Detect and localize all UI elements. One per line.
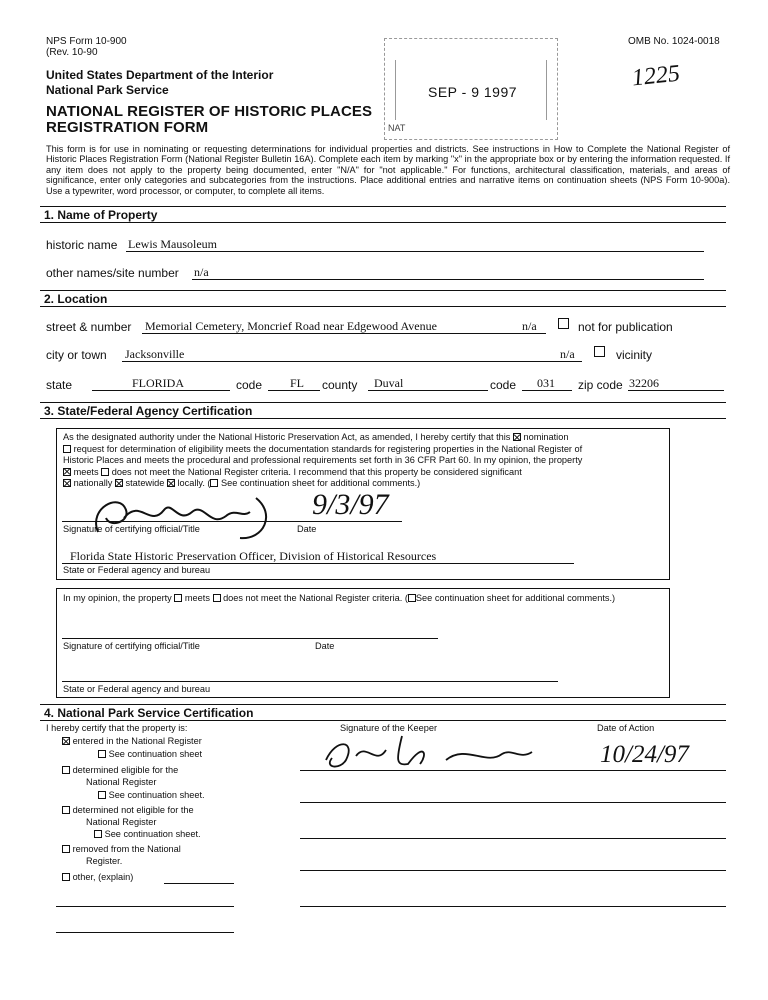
option-not-eligible-see[interactable]: See continuation sheet.	[94, 828, 201, 840]
stamp-date: SEP - 9 1997	[428, 84, 518, 100]
county-value: Duval	[374, 376, 404, 390]
removed-checkbox[interactable]	[62, 845, 70, 853]
certification-date-handwritten: 9/3/97	[312, 488, 389, 521]
option-entered[interactable]: entered in the National Register	[62, 735, 202, 747]
vicinity-label: vicinity	[616, 348, 653, 362]
city-line	[122, 361, 582, 362]
form-title-line2: REGISTRATION FORM	[46, 119, 209, 136]
opinion-does-not-meet-checkbox[interactable]	[213, 594, 221, 602]
cert-line-1: As the designated authority under the National Historic Preservation Act, as amended, I hereby certify that this nomination	[63, 432, 569, 442]
form-title-line1: NATIONAL REGISTER OF HISTORIC PLACES	[46, 103, 373, 120]
opinion-agency-line	[62, 681, 558, 682]
other-names-line	[192, 279, 704, 280]
keeper-line-5	[300, 906, 726, 907]
city-na: n/a	[560, 347, 575, 361]
option-removed-line2: Register.	[86, 856, 123, 866]
entered-checkbox[interactable]	[62, 737, 70, 745]
cert-line-3: Historic Places and meets the procedural and professional requirements set forth in 36 CFR Part 60. In my opinion, the property	[63, 455, 583, 466]
section-2-title: 2. Location	[44, 292, 108, 306]
option-removed[interactable]: removed from the National	[62, 843, 181, 855]
opinion-see-continuation-checkbox[interactable]	[408, 594, 416, 602]
date-of-action-label: Date of Action	[597, 723, 655, 733]
not-eligible-see-checkbox[interactable]	[94, 830, 102, 838]
section-3-title: 3. State/Federal Agency Certification	[44, 404, 253, 418]
cert-line-5: nationally statewide locally. ( See continuation sheet for additional comments.)	[63, 478, 663, 490]
signature-line	[62, 521, 402, 522]
section-2-header	[40, 290, 726, 307]
nomination-checkbox[interactable]	[513, 433, 521, 441]
statewide-checkbox[interactable]	[115, 479, 123, 487]
other-names-value: n/a	[194, 265, 209, 279]
county-label: county	[322, 378, 358, 392]
does-not-meet-checkbox[interactable]	[101, 468, 109, 476]
cert-line-2: request for determination of eligibility meets the documentation standards for registering properties in the National Register of	[63, 444, 663, 456]
cert-line-4: meets does not meet the National Register criteria. I recommend that this property be considered significant	[63, 467, 663, 479]
see-continuation-checkbox[interactable]	[210, 479, 218, 487]
locally-checkbox[interactable]	[167, 479, 175, 487]
street-na: n/a	[522, 319, 537, 333]
entered-see-checkbox[interactable]	[98, 750, 106, 758]
eligible-see-checkbox[interactable]	[98, 791, 106, 799]
other-names-label: other names/site number	[46, 266, 179, 280]
opinion-signature-line	[62, 638, 438, 639]
option-not-eligible-line2: National Register	[86, 817, 157, 827]
agency-line	[62, 563, 574, 564]
city-value: Jacksonville	[125, 347, 185, 361]
intro-instructions: This form is for use in nominating or requesting determinations for individual properties and districts. See instructions in How to Complete the National Register of Historic Places Registration Form (National Register Bulletin 16A). Complete each item by marking "x" in the appropriate box or by entering the information requested. If any item does not apply to the property being documented, enter "N/A" for "not applicable." For functions, architectural classification, materials, and areas of significance, enter only categories and subcategories from the instructions. Place additional entries and narrative items on continuation sheets (NPS Form 10-900a). Use a typewriter, word processor, or computer, to complete all items.	[46, 144, 730, 196]
department-name: United States Department of the Interior	[46, 68, 274, 82]
section-3-header	[40, 402, 726, 419]
official-title: Florida State Historic Preservation Officer, Division of Historical Resources	[70, 549, 437, 563]
option-eligible[interactable]: determined eligible for the	[62, 764, 178, 776]
option-eligible-see[interactable]: See continuation sheet.	[98, 789, 205, 801]
vicinity-checkbox[interactable]	[594, 346, 605, 357]
keeper-certify-statement: I hereby certify that the property is:	[46, 723, 188, 733]
agency-label: State or Federal agency and bureau	[63, 565, 211, 575]
cert-paragraph	[63, 432, 663, 490]
form-number: NPS Form 10-900	[46, 36, 127, 47]
city-label: city or town	[46, 348, 107, 362]
option-entered-see[interactable]: See continuation sheet	[98, 748, 202, 760]
signature-date-label: Date	[297, 524, 317, 534]
street-value: Memorial Cemetery, Moncrief Road near Edgewood Avenue	[145, 319, 437, 333]
certifying-official-signature	[80, 488, 310, 544]
keeper-line-1	[300, 770, 726, 771]
section-4-title: 4. National Park Service Certification	[44, 706, 254, 720]
omb-number: OMB No. 1024-0018	[628, 36, 720, 47]
section-1-header	[40, 206, 726, 223]
nationally-checkbox[interactable]	[63, 479, 71, 487]
option-not-eligible[interactable]: determined not eligible for the	[62, 804, 194, 816]
service-name: National Park Service	[46, 83, 169, 97]
other-checkbox[interactable]	[62, 873, 70, 881]
historic-name-label: historic name	[46, 238, 118, 252]
opinion-signature-label: Signature of certifying official/Title	[63, 641, 200, 651]
handwritten-reference-number: 1225	[630, 60, 682, 92]
not-eligible-checkbox[interactable]	[62, 806, 70, 814]
keeper-line-4	[300, 870, 726, 871]
opinion-meets-checkbox[interactable]	[174, 594, 182, 602]
historic-name-value: Lewis Mausoleum	[128, 237, 217, 251]
form-revision: (Rev. 10-90	[46, 47, 98, 58]
option-eligible-line2: National Register	[86, 777, 157, 787]
keeper-date-handwritten: 10/24/97	[600, 741, 689, 768]
option-other[interactable]: other, (explain)	[62, 871, 133, 883]
stamp-partial-text: NAT	[388, 123, 406, 133]
section-4-header	[40, 704, 726, 721]
keeper-line-2	[300, 802, 726, 803]
zip-value: 32206	[629, 376, 659, 390]
not-for-publication-checkbox[interactable]	[558, 318, 569, 329]
meets-checkbox[interactable]	[63, 468, 71, 476]
other-explain-line-2[interactable]	[56, 906, 234, 907]
request-determination-checkbox[interactable]	[63, 445, 71, 453]
other-explain-line[interactable]	[164, 883, 234, 884]
street-label: street & number	[46, 320, 132, 334]
signature-label: Signature of certifying official/Title	[63, 524, 200, 534]
state-label: state	[46, 378, 73, 392]
opinion-agency-label: State or Federal agency and bureau	[63, 684, 211, 694]
state-value: FLORIDA	[132, 376, 185, 390]
opinion-date-label: Date	[315, 641, 335, 651]
eligible-checkbox[interactable]	[62, 766, 70, 774]
state-code-label: code	[236, 378, 263, 392]
keeper-line-3	[300, 838, 726, 839]
section-1-title: 1. Name of Property	[44, 208, 158, 222]
keeper-signature-label: Signature of the Keeper	[340, 723, 438, 733]
opinion-paragraph: In my opinion, the property meets does not meet the National Register criteria. ( See continuation sheet for additional comments.)	[63, 593, 616, 603]
state-code-value: FL	[290, 376, 305, 390]
zip-label: zip code	[578, 378, 623, 392]
county-code-value: 031	[537, 376, 555, 390]
county-code-label: code	[490, 378, 517, 392]
other-explain-line-3[interactable]	[56, 932, 234, 933]
not-for-publication-label: not for publication	[578, 320, 673, 334]
